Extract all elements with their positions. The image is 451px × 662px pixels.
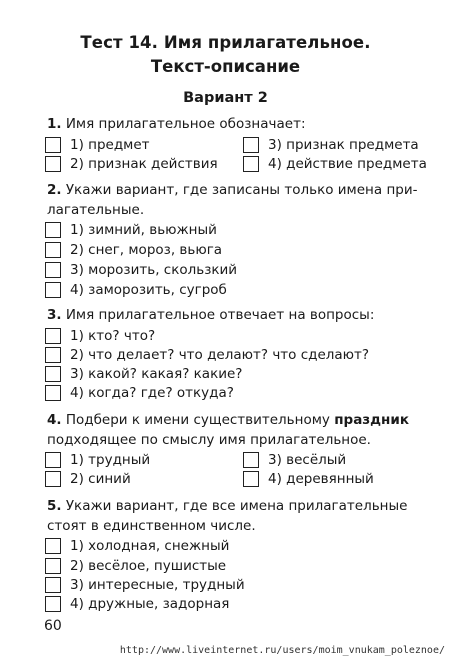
question-1-text: [47, 114, 432, 134]
checkbox[interactable]: [45, 347, 61, 363]
question-4-option-2[interactable]: 2) синий: [45, 470, 131, 488]
checkbox[interactable]: [45, 366, 61, 382]
checkbox[interactable]: [45, 222, 61, 238]
question-5-option-4[interactable]: 4) дружные, задорная: [45, 595, 229, 613]
checkbox[interactable]: [243, 137, 259, 153]
question-1-option-4[interactable]: 4) действие предмета: [243, 155, 427, 173]
question-4-prompt-line2: подходящее по смыслу имя прилагательное.: [47, 432, 371, 448]
test-subtitle: Текст-описание: [150, 57, 301, 76]
checkbox[interactable]: [45, 596, 61, 612]
question-1-option-2[interactable]: 2) признак действия: [45, 155, 218, 173]
question-3-option-3[interactable]: 3) какой? какая? какие?: [45, 365, 242, 383]
question-2-text: [47, 180, 432, 220]
question-5-prompt-line1: Укажи вариант, где все имена прилагательные: [65, 498, 408, 514]
question-5-option-1[interactable]: 1) холодная, снежный: [45, 537, 229, 555]
source-url-watermark: http://www.liveinternet.ru/users/moim_vnukam_poleznoe/: [119, 645, 445, 656]
question-3-option-1[interactable]: 1) кто? что?: [45, 327, 155, 345]
question-1-prompt: Имя прилагательное обозначает:: [65, 116, 306, 132]
checkbox[interactable]: [45, 558, 61, 574]
question-4-prompt-start: Подбери к имени существительному: [65, 412, 330, 428]
question-5-number: 5.: [47, 498, 62, 514]
checkbox[interactable]: [45, 137, 61, 153]
question-2-number: 2.: [47, 182, 62, 198]
question-1-option-1[interactable]: 1) предмет: [45, 136, 150, 154]
question-5-option-2[interactable]: 2) весёлое, пушистые: [45, 557, 226, 575]
question-4-keyword: праздник: [334, 412, 410, 428]
checkbox[interactable]: [243, 156, 259, 172]
question-5-text: [47, 496, 432, 536]
question-4-option-3[interactable]: 3) весёлый: [243, 451, 346, 469]
question-2-option-2[interactable]: 2) снег, мороз, вьюга: [45, 241, 222, 259]
question-2-prompt-line2: лагательные.: [47, 202, 145, 218]
checkbox[interactable]: [45, 282, 61, 298]
checkbox[interactable]: [45, 538, 61, 554]
question-5-option-3[interactable]: 3) интересные, трудный: [45, 576, 245, 594]
question-3-option-2[interactable]: 2) что делает? что делают? что сделают?: [45, 346, 369, 364]
question-3-text: [47, 305, 432, 325]
question-3-number: 3.: [47, 307, 62, 323]
question-4-number: 4.: [47, 412, 62, 428]
test-title: Тест 14. Имя прилагательное.: [80, 33, 371, 52]
question-4-option-1[interactable]: 1) трудный: [45, 451, 150, 469]
question-4-text: [47, 410, 432, 450]
checkbox[interactable]: [45, 385, 61, 401]
checkbox[interactable]: [243, 452, 259, 468]
checkbox[interactable]: [45, 577, 61, 593]
checkbox[interactable]: [45, 156, 61, 172]
question-2-option-4[interactable]: 4) заморозить, сугроб: [45, 281, 227, 299]
question-3-option-4[interactable]: 4) когда? где? откуда?: [45, 384, 234, 402]
checkbox[interactable]: [45, 242, 61, 258]
checkbox[interactable]: [45, 471, 61, 487]
question-1-number: 1.: [47, 116, 62, 132]
checkbox[interactable]: [45, 452, 61, 468]
question-2-option-1[interactable]: 1) зимний, вьюжный: [45, 221, 217, 239]
variant-heading: Вариант 2: [183, 90, 268, 106]
question-1-option-3[interactable]: 3) признак предмета: [243, 136, 419, 154]
question-2-option-3[interactable]: 3) морозить, скользкий: [45, 261, 237, 279]
question-3-prompt: Имя прилагательное отвечает на вопросы:: [65, 307, 375, 323]
question-4-option-4[interactable]: 4) деревянный: [243, 470, 374, 488]
checkbox[interactable]: [45, 328, 61, 344]
checkbox[interactable]: [243, 471, 259, 487]
question-2-prompt-line1: Укажи вариант, где записаны только имена при-: [65, 182, 418, 198]
checkbox[interactable]: [45, 262, 61, 278]
question-5-prompt-line2: стоят в единственном числе.: [47, 518, 256, 534]
page-number: 60: [44, 618, 62, 634]
